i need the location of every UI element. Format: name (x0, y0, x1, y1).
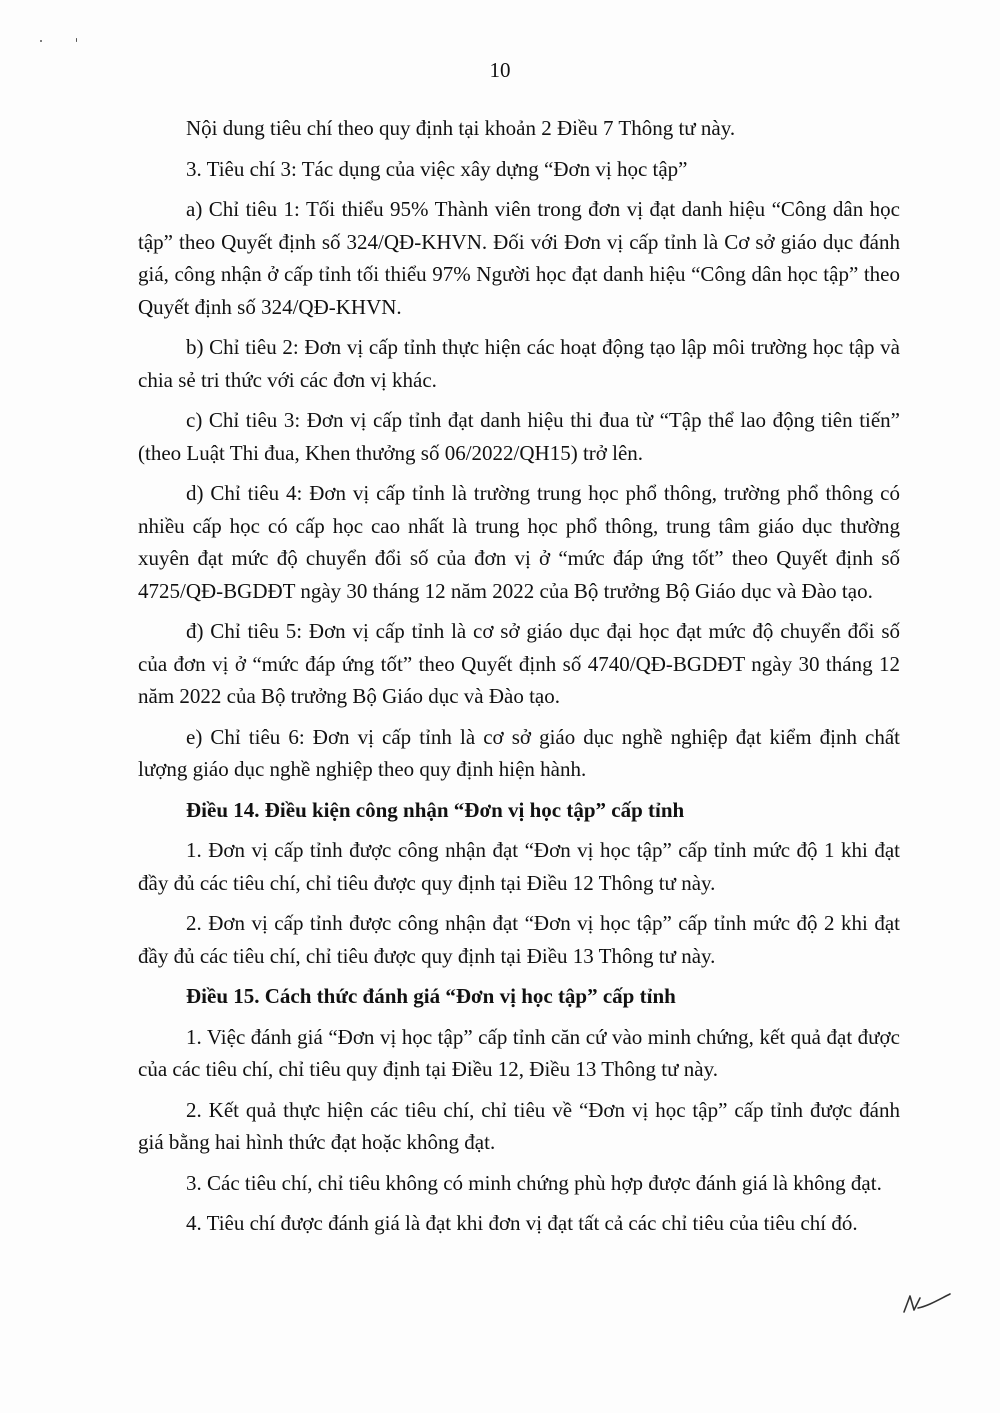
paragraph: 3. Các tiêu chí, chỉ tiêu không có minh chứng phù hợp được đánh giá là không đạt. (186, 1170, 882, 1195)
article-15-heading: Điều 15. Cách thức đánh giá “Đơn vị học tập” cấp tỉnh (186, 984, 676, 1008)
paragraph: 4. Tiêu chí được đánh giá là đạt khi đơn vị đạt tất cả các chỉ tiêu của tiêu chí đó. (186, 1211, 858, 1235)
document-body (138, 112, 900, 1248)
paragraph: e) Chỉ tiêu 6: Đơn vị cấp tỉnh là cơ sở giáo dục nghề nghiệp đạt kiểm định chất lượng giáo dục nghề nghiệp theo quy định hiện hành. (138, 724, 900, 781)
scan-speck (40, 40, 42, 42)
paragraph: a) Chỉ tiêu 1: Tối thiểu 95% Thành viên trong đơn vị đạt danh hiệu “Công dân học tập” theo Quyết định số 324/QĐ-KHVN. Đối với Đơn vị cấp tỉnh là Cơ sở giáo dục đánh giá, công nhận ở cấp tỉnh tối thiểu 97% Người học đạt danh hiệu “Công dân học tập” theo Quyết định số 324/QĐ-KHVN. (138, 197, 900, 319)
paragraph: 1. Việc đánh giá “Đơn vị học tập” cấp tỉnh căn cứ vào minh chứng, kết quả đạt được của các tiêu chí, chỉ tiêu quy định tại Điều 12, Điều 13 Thông tư này. (138, 1024, 900, 1081)
page-number: 10 (489, 58, 511, 82)
initials-signature (900, 1288, 960, 1318)
paragraph: 1. Đơn vị cấp tỉnh được công nhận đạt “Đơn vị học tập” cấp tỉnh mức độ 1 khi đạt đầy đủ các tiêu chí, chỉ tiêu được quy định tại Điều 12 Thông tư này. (138, 838, 900, 895)
paragraph: 3. Tiêu chí 3: Tác dụng của việc xây dựng “Đơn vị học tập” (186, 156, 688, 181)
paragraph: đ) Chỉ tiêu 5: Đơn vị cấp tỉnh là cơ sở giáo dục đại học đạt mức độ chuyển đổi số của đơn vị ở “mức đáp ứng tốt” theo Quyết định số 4740/QĐ-BGDĐT ngày 30 tháng 12 năm 2022 của Bộ trưởng Bộ Giáo dục và Đào tạo. (138, 619, 900, 708)
paragraph: 2. Kết quả thực hiện các tiêu chí, chỉ tiêu về “Đơn vị học tập” cấp tỉnh được đánh giá bằng hai hình thức đạt hoặc không đạt. (138, 1097, 900, 1154)
article-14-heading: Điều 14. Điều kiện công nhận “Đơn vị học tập” cấp tỉnh (186, 797, 685, 822)
paragraph: Nội dung tiêu chí theo quy định tại khoản 2 Điều 7 Thông tư này. (186, 116, 736, 140)
paragraph: d) Chỉ tiêu 4: Đơn vị cấp tỉnh là trường trung học phổ thông, trường phổ thông có nhiều cấp học có cấp học cao nhất là trung học phổ thông, trung tâm giáo dục thường xuyên đạt mức độ chuyển đổi số của đơn vị ở “mức đáp ứng tốt” theo Quyết định số 4725/QĐ-BGDĐT ngày 30 tháng 12 năm 2022 của Bộ trưởng Bộ Giáo dục và Đào tạo. (138, 481, 900, 603)
paragraph: c) Chỉ tiêu 3: Đơn vị cấp tỉnh đạt danh hiệu thi đua từ “Tập thể lao động tiên tiến” (theo Luật Thi đua, Khen thưởng số 06/2022/QH15) trở lên. (138, 408, 900, 465)
paragraph: b) Chỉ tiêu 2: Đơn vị cấp tỉnh thực hiện các hoạt động tạo lập môi trường học tập và chia sẻ tri thức với các đơn vị khác. (138, 335, 900, 392)
scan-speck (76, 38, 77, 42)
paragraph: 2. Đơn vị cấp tỉnh được công nhận đạt “Đơn vị học tập” cấp tỉnh mức độ 2 khi đạt đầy đủ các tiêu chí, chỉ tiêu được quy định tại Điều 13 Thông tư này. (138, 911, 900, 968)
